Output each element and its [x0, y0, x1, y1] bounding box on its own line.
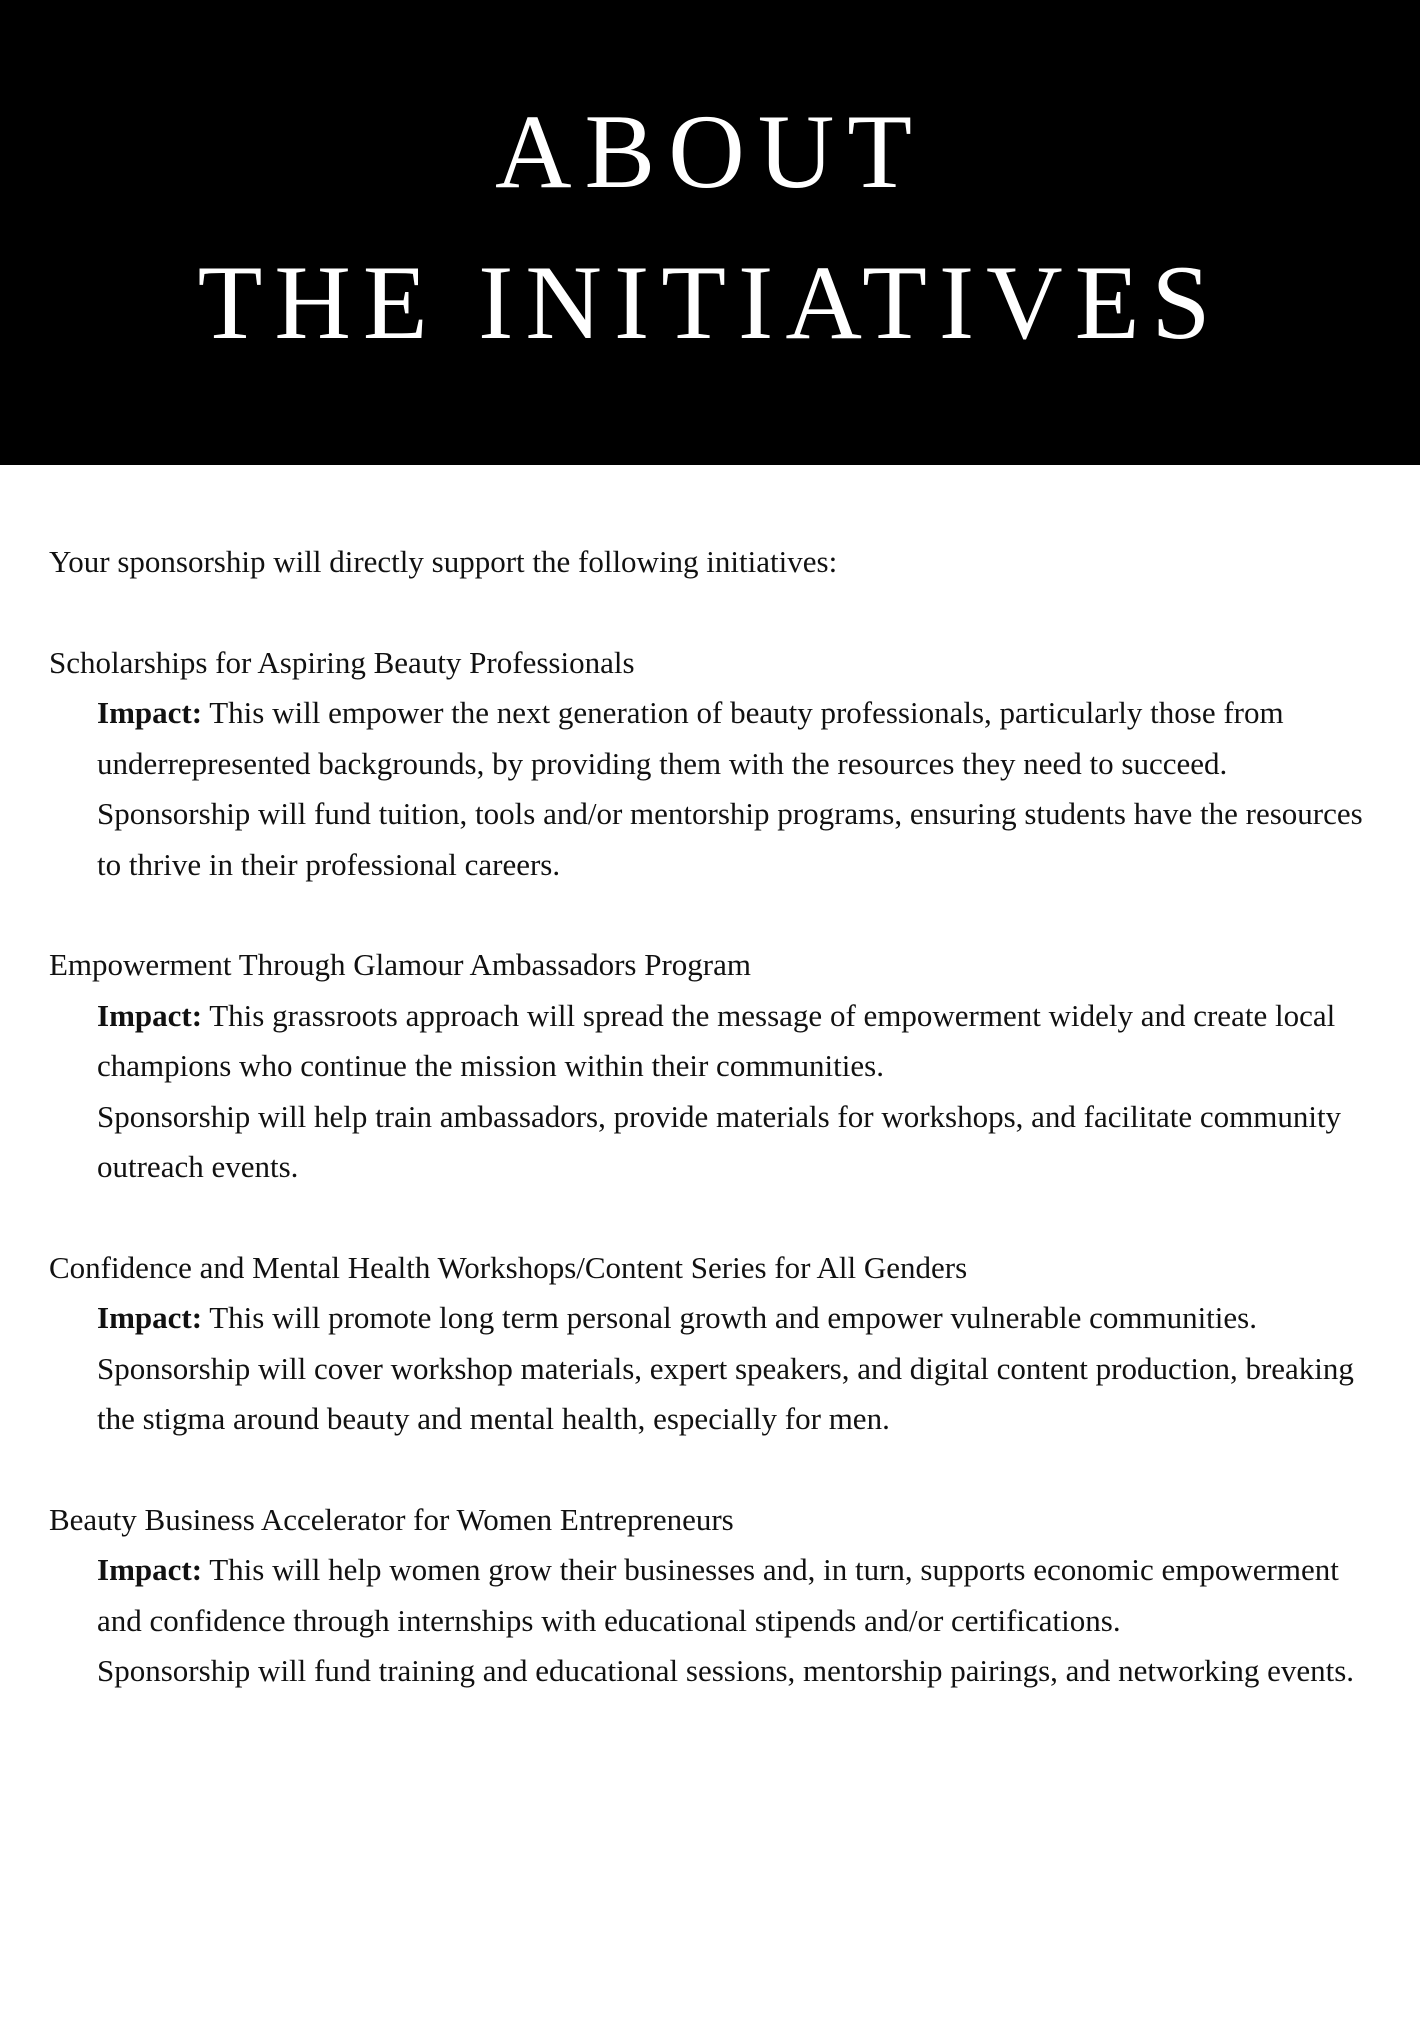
- initiative-body: [97, 1293, 1389, 1445]
- initiative-body: [97, 991, 1389, 1193]
- impact-text: This grassroots approach will spread the message of empowerment widely and create local champions who continue the mission within their communities.: [97, 997, 1336, 1083]
- intro-text: Your sponsorship will directly support the following initiatives:: [49, 544, 838, 579]
- sponsorship-text: Sponsorship will fund training and educational sessions, mentorship pairings, and networking events.: [97, 1653, 1355, 1688]
- impact-paragraph: [97, 1293, 1389, 1344]
- main-content: [49, 537, 1389, 1747]
- initiative-title: Scholarships for Aspiring Beauty Professionals: [49, 644, 635, 680]
- impact-text: This will promote long term personal growth and empower vulnerable communities.: [209, 1300, 1257, 1335]
- initiative-item: [49, 1495, 1389, 1697]
- sponsorship-text: Sponsorship will cover workshop materials, expert speakers, and digital content production, breaking the stigma around beauty and mental health, especially for men.: [97, 1350, 1354, 1436]
- page-title-line-2: THE INITIATIVES: [197, 244, 1223, 361]
- initiative-item: [49, 638, 1389, 891]
- impact-paragraph: [97, 1545, 1389, 1646]
- initiative-title: Beauty Business Accelerator for Women Entrepreneurs: [49, 1501, 734, 1537]
- initiative-body: [97, 688, 1389, 890]
- initiative-item: [49, 1243, 1389, 1445]
- sponsorship-text: Sponsorship will help train ambassadors, provide materials for workshops, and facilitate community outreach events.: [97, 1098, 1342, 1184]
- initiative-title: Empowerment Through Glamour Ambassadors Program: [49, 947, 751, 982]
- impact-label: Impact:: [97, 695, 203, 730]
- impact-label: Impact:: [97, 1300, 203, 1335]
- impact-label: Impact:: [97, 997, 203, 1033]
- impact-text: This will empower the next generation of beauty professionals, particularly those from underrepresented backgrounds, by providing them with the resources they need to succeed.: [97, 695, 1284, 781]
- impact-label: Impact:: [97, 1552, 203, 1587]
- impact-text: This will help women grow their businesses and, in turn, supports economic empowerment and confidence through internships with educational stipends and/or certifications.: [97, 1552, 1339, 1638]
- initiative-title: Confidence and Mental Health Workshops/Content Series for All Genders: [49, 1249, 968, 1285]
- initiative-item: [49, 940, 1389, 1193]
- sponsorship-text: Sponsorship will fund tuition, tools and/or mentorship programs, ensuring students have the resources to thrive in their professional careers.: [97, 796, 1363, 882]
- impact-paragraph: [97, 688, 1389, 789]
- initiative-body: [97, 1545, 1389, 1697]
- page-title-line-1: ABOUT: [494, 93, 926, 210]
- impact-paragraph: [97, 991, 1389, 1092]
- header-banner: [0, 0, 1420, 465]
